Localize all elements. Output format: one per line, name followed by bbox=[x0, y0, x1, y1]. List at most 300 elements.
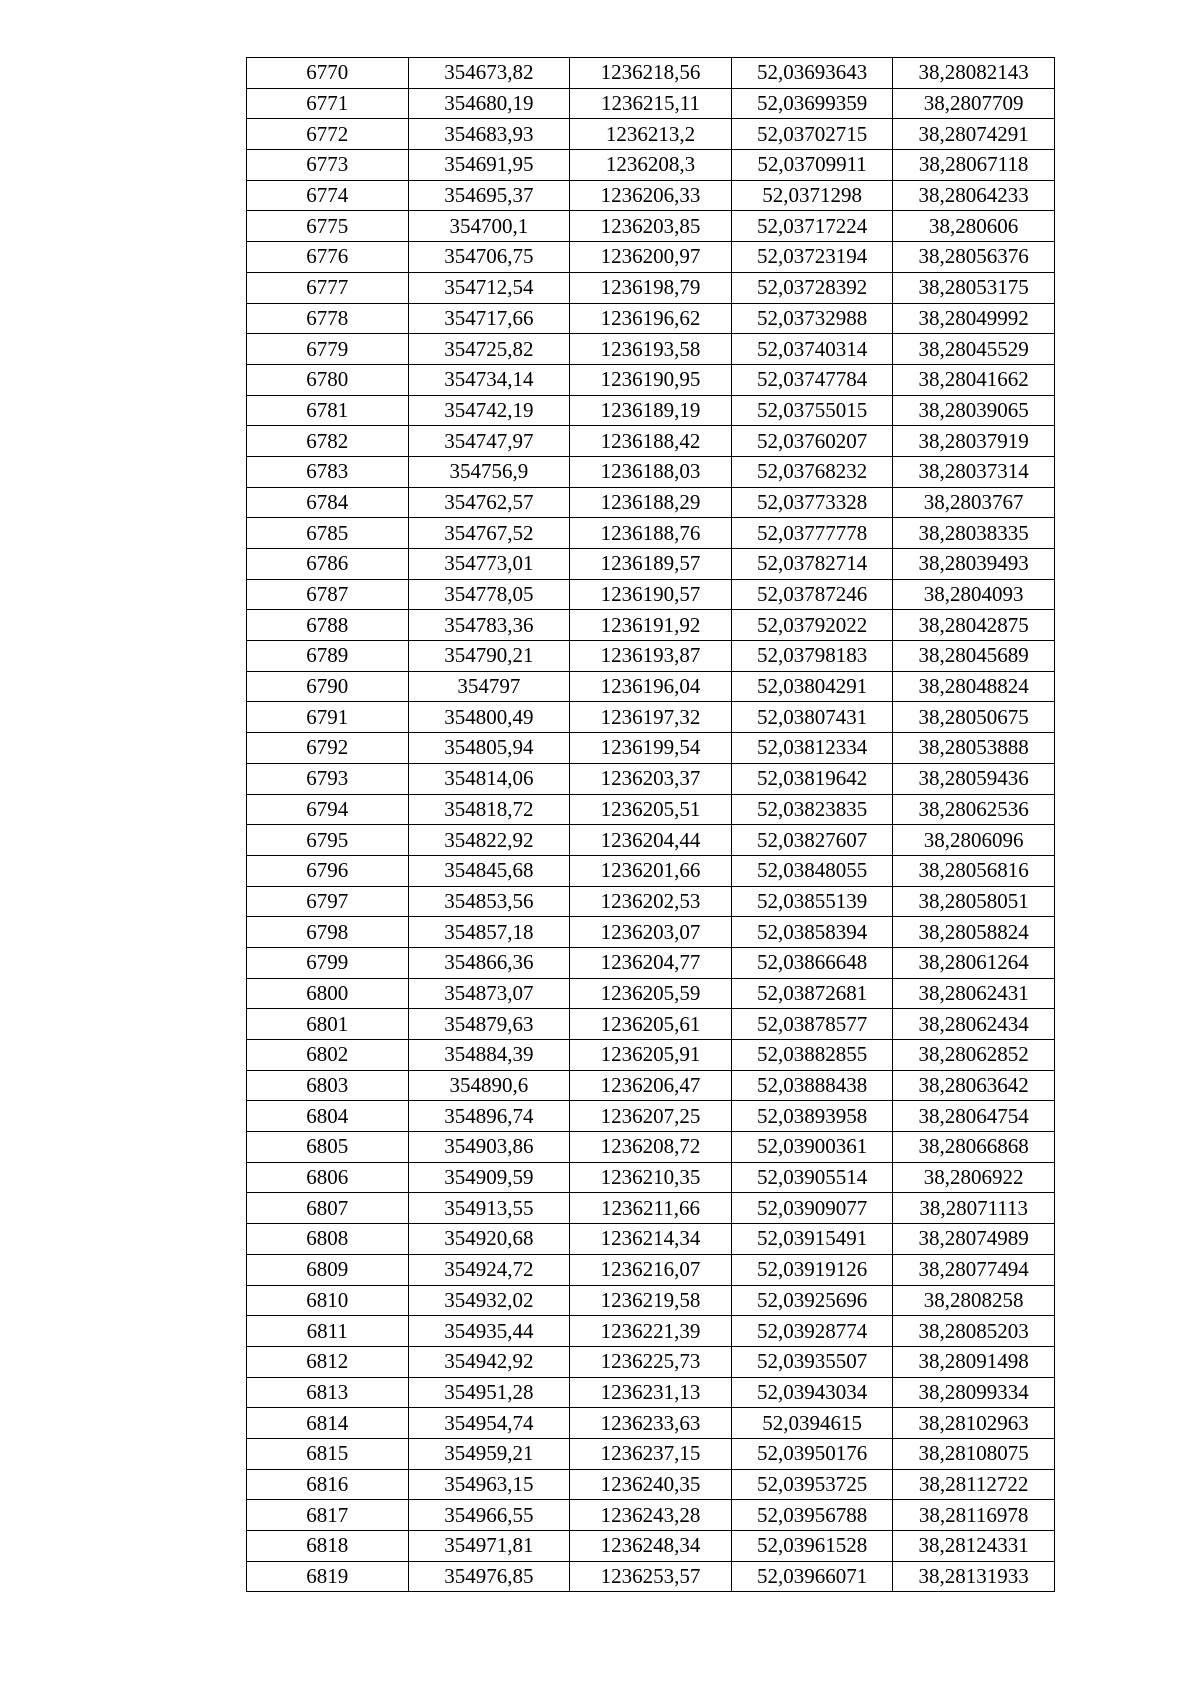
point-number-cell: 6803 bbox=[247, 1070, 409, 1101]
longitude-cell: 38,28099334 bbox=[893, 1377, 1055, 1408]
longitude-cell: 38,28037314 bbox=[893, 456, 1055, 487]
table-row bbox=[247, 334, 1055, 365]
table-row bbox=[247, 1040, 1055, 1071]
point-number-cell: 6802 bbox=[247, 1040, 409, 1071]
x-coordinate-cell: 354680,19 bbox=[408, 88, 570, 119]
latitude-cell: 52,03893958 bbox=[731, 1101, 893, 1132]
latitude-cell: 52,03702715 bbox=[731, 119, 893, 150]
longitude-cell: 38,28038335 bbox=[893, 518, 1055, 549]
table-row bbox=[247, 303, 1055, 334]
point-number-cell: 6793 bbox=[247, 763, 409, 794]
point-number-cell: 6783 bbox=[247, 456, 409, 487]
longitude-cell: 38,28124331 bbox=[893, 1531, 1055, 1562]
longitude-cell: 38,2806922 bbox=[893, 1162, 1055, 1193]
x-coordinate-cell: 354954,74 bbox=[408, 1408, 570, 1439]
longitude-cell: 38,28062431 bbox=[893, 978, 1055, 1009]
x-coordinate-cell: 354734,14 bbox=[408, 364, 570, 395]
point-number-cell: 6790 bbox=[247, 671, 409, 702]
table-row bbox=[247, 579, 1055, 610]
point-number-cell: 6770 bbox=[247, 58, 409, 89]
x-coordinate-cell: 354976,85 bbox=[408, 1561, 570, 1592]
y-coordinate-cell: 1236190,95 bbox=[570, 364, 732, 395]
x-coordinate-cell: 354853,56 bbox=[408, 886, 570, 917]
table-row bbox=[247, 1377, 1055, 1408]
y-coordinate-cell: 1236193,87 bbox=[570, 641, 732, 672]
y-coordinate-cell: 1236197,32 bbox=[570, 702, 732, 733]
point-number-cell: 6817 bbox=[247, 1500, 409, 1531]
x-coordinate-cell: 354691,95 bbox=[408, 150, 570, 181]
y-coordinate-cell: 1236202,53 bbox=[570, 886, 732, 917]
longitude-cell: 38,28045529 bbox=[893, 334, 1055, 365]
point-number-cell: 6806 bbox=[247, 1162, 409, 1193]
point-number-cell: 6798 bbox=[247, 917, 409, 948]
latitude-cell: 52,03760207 bbox=[731, 426, 893, 457]
longitude-cell: 38,28108075 bbox=[893, 1438, 1055, 1469]
x-coordinate-cell: 354783,36 bbox=[408, 610, 570, 641]
latitude-cell: 52,03807431 bbox=[731, 702, 893, 733]
x-coordinate-cell: 354959,21 bbox=[408, 1438, 570, 1469]
latitude-cell: 52,03882855 bbox=[731, 1040, 893, 1071]
latitude-cell: 52,03878577 bbox=[731, 1009, 893, 1040]
point-number-cell: 6788 bbox=[247, 610, 409, 641]
longitude-cell: 38,28053175 bbox=[893, 272, 1055, 303]
table-row bbox=[247, 671, 1055, 702]
point-number-cell: 6782 bbox=[247, 426, 409, 457]
y-coordinate-cell: 1236218,56 bbox=[570, 58, 732, 89]
y-coordinate-cell: 1236203,85 bbox=[570, 211, 732, 242]
longitude-cell: 38,2807709 bbox=[893, 88, 1055, 119]
latitude-cell: 52,03787246 bbox=[731, 579, 893, 610]
y-coordinate-cell: 1236206,33 bbox=[570, 180, 732, 211]
table-row bbox=[247, 58, 1055, 89]
y-coordinate-cell: 1236190,57 bbox=[570, 579, 732, 610]
longitude-cell: 38,28085203 bbox=[893, 1316, 1055, 1347]
point-number-cell: 6800 bbox=[247, 978, 409, 1009]
longitude-cell: 38,28102963 bbox=[893, 1408, 1055, 1439]
y-coordinate-cell: 1236206,47 bbox=[570, 1070, 732, 1101]
latitude-cell: 52,03755015 bbox=[731, 395, 893, 426]
y-coordinate-cell: 1236214,34 bbox=[570, 1224, 732, 1255]
longitude-cell: 38,28048824 bbox=[893, 671, 1055, 702]
longitude-cell: 38,28056816 bbox=[893, 855, 1055, 886]
longitude-cell: 38,28074989 bbox=[893, 1224, 1055, 1255]
x-coordinate-cell: 354822,92 bbox=[408, 825, 570, 856]
y-coordinate-cell: 1236231,13 bbox=[570, 1377, 732, 1408]
longitude-cell: 38,28063642 bbox=[893, 1070, 1055, 1101]
latitude-cell: 52,03866648 bbox=[731, 947, 893, 978]
x-coordinate-cell: 354805,94 bbox=[408, 733, 570, 764]
y-coordinate-cell: 1236210,35 bbox=[570, 1162, 732, 1193]
point-number-cell: 6795 bbox=[247, 825, 409, 856]
table-row bbox=[247, 487, 1055, 518]
latitude-cell: 52,03777778 bbox=[731, 518, 893, 549]
point-number-cell: 6812 bbox=[247, 1346, 409, 1377]
point-number-cell: 6801 bbox=[247, 1009, 409, 1040]
x-coordinate-cell: 354814,06 bbox=[408, 763, 570, 794]
longitude-cell: 38,28082143 bbox=[893, 58, 1055, 89]
x-coordinate-cell: 354778,05 bbox=[408, 579, 570, 610]
point-number-cell: 6772 bbox=[247, 119, 409, 150]
point-number-cell: 6786 bbox=[247, 549, 409, 580]
longitude-cell: 38,28062852 bbox=[893, 1040, 1055, 1071]
coordinates-table bbox=[246, 57, 1055, 1592]
x-coordinate-cell: 354756,9 bbox=[408, 456, 570, 487]
longitude-cell: 38,28112722 bbox=[893, 1469, 1055, 1500]
coordinates-table-body bbox=[247, 58, 1055, 1592]
table-row bbox=[247, 364, 1055, 395]
latitude-cell: 52,03925696 bbox=[731, 1285, 893, 1316]
y-coordinate-cell: 1236216,07 bbox=[570, 1254, 732, 1285]
point-number-cell: 6804 bbox=[247, 1101, 409, 1132]
latitude-cell: 52,03950176 bbox=[731, 1438, 893, 1469]
y-coordinate-cell: 1236205,91 bbox=[570, 1040, 732, 1071]
y-coordinate-cell: 1236233,63 bbox=[570, 1408, 732, 1439]
x-coordinate-cell: 354924,72 bbox=[408, 1254, 570, 1285]
table-row bbox=[247, 1132, 1055, 1163]
x-coordinate-cell: 354790,21 bbox=[408, 641, 570, 672]
x-coordinate-cell: 354742,19 bbox=[408, 395, 570, 426]
latitude-cell: 52,0394615 bbox=[731, 1408, 893, 1439]
x-coordinate-cell: 354873,07 bbox=[408, 978, 570, 1009]
latitude-cell: 52,03728392 bbox=[731, 272, 893, 303]
table-row bbox=[247, 1500, 1055, 1531]
y-coordinate-cell: 1236253,57 bbox=[570, 1561, 732, 1592]
point-number-cell: 6792 bbox=[247, 733, 409, 764]
point-number-cell: 6810 bbox=[247, 1285, 409, 1316]
longitude-cell: 38,28061264 bbox=[893, 947, 1055, 978]
latitude-cell: 52,0371298 bbox=[731, 180, 893, 211]
point-number-cell: 6775 bbox=[247, 211, 409, 242]
x-coordinate-cell: 354712,54 bbox=[408, 272, 570, 303]
x-coordinate-cell: 354879,63 bbox=[408, 1009, 570, 1040]
x-coordinate-cell: 354762,57 bbox=[408, 487, 570, 518]
latitude-cell: 52,03812334 bbox=[731, 733, 893, 764]
point-number-cell: 6811 bbox=[247, 1316, 409, 1347]
y-coordinate-cell: 1236204,44 bbox=[570, 825, 732, 856]
table-row bbox=[247, 88, 1055, 119]
longitude-cell: 38,2803767 bbox=[893, 487, 1055, 518]
y-coordinate-cell: 1236205,51 bbox=[570, 794, 732, 825]
point-number-cell: 6774 bbox=[247, 180, 409, 211]
x-coordinate-cell: 354966,55 bbox=[408, 1500, 570, 1531]
table-row bbox=[247, 1285, 1055, 1316]
y-coordinate-cell: 1236204,77 bbox=[570, 947, 732, 978]
y-coordinate-cell: 1236200,97 bbox=[570, 242, 732, 273]
latitude-cell: 52,03888438 bbox=[731, 1070, 893, 1101]
latitude-cell: 52,03747784 bbox=[731, 364, 893, 395]
x-coordinate-cell: 354932,02 bbox=[408, 1285, 570, 1316]
x-coordinate-cell: 354942,92 bbox=[408, 1346, 570, 1377]
y-coordinate-cell: 1236196,04 bbox=[570, 671, 732, 702]
table-row bbox=[247, 947, 1055, 978]
table-row bbox=[247, 242, 1055, 273]
y-coordinate-cell: 1236188,42 bbox=[570, 426, 732, 457]
y-coordinate-cell: 1236211,66 bbox=[570, 1193, 732, 1224]
longitude-cell: 38,28062536 bbox=[893, 794, 1055, 825]
latitude-cell: 52,03900361 bbox=[731, 1132, 893, 1163]
x-coordinate-cell: 354797 bbox=[408, 671, 570, 702]
longitude-cell: 38,28042875 bbox=[893, 610, 1055, 641]
table-row bbox=[247, 119, 1055, 150]
latitude-cell: 52,03956788 bbox=[731, 1500, 893, 1531]
point-number-cell: 6778 bbox=[247, 303, 409, 334]
x-coordinate-cell: 354845,68 bbox=[408, 855, 570, 886]
latitude-cell: 52,03909077 bbox=[731, 1193, 893, 1224]
x-coordinate-cell: 354767,52 bbox=[408, 518, 570, 549]
latitude-cell: 52,03855139 bbox=[731, 886, 893, 917]
y-coordinate-cell: 1236201,66 bbox=[570, 855, 732, 886]
point-number-cell: 6794 bbox=[247, 794, 409, 825]
longitude-cell: 38,28039493 bbox=[893, 549, 1055, 580]
x-coordinate-cell: 354706,75 bbox=[408, 242, 570, 273]
longitude-cell: 38,28071113 bbox=[893, 1193, 1055, 1224]
table-row bbox=[247, 1316, 1055, 1347]
y-coordinate-cell: 1236189,19 bbox=[570, 395, 732, 426]
x-coordinate-cell: 354857,18 bbox=[408, 917, 570, 948]
x-coordinate-cell: 354896,74 bbox=[408, 1101, 570, 1132]
latitude-cell: 52,03823835 bbox=[731, 794, 893, 825]
y-coordinate-cell: 1236243,28 bbox=[570, 1500, 732, 1531]
table-row bbox=[247, 180, 1055, 211]
longitude-cell: 38,28050675 bbox=[893, 702, 1055, 733]
longitude-cell: 38,28045689 bbox=[893, 641, 1055, 672]
latitude-cell: 52,03919126 bbox=[731, 1254, 893, 1285]
y-coordinate-cell: 1236221,39 bbox=[570, 1316, 732, 1347]
latitude-cell: 52,03943034 bbox=[731, 1377, 893, 1408]
point-number-cell: 6813 bbox=[247, 1377, 409, 1408]
latitude-cell: 52,03961528 bbox=[731, 1531, 893, 1562]
longitude-cell: 38,2806096 bbox=[893, 825, 1055, 856]
y-coordinate-cell: 1236225,73 bbox=[570, 1346, 732, 1377]
longitude-cell: 38,28059436 bbox=[893, 763, 1055, 794]
point-number-cell: 6797 bbox=[247, 886, 409, 917]
point-number-cell: 6796 bbox=[247, 855, 409, 886]
latitude-cell: 52,03953725 bbox=[731, 1469, 893, 1500]
table-row bbox=[247, 702, 1055, 733]
table-row bbox=[247, 1224, 1055, 1255]
longitude-cell: 38,28064233 bbox=[893, 180, 1055, 211]
latitude-cell: 52,03699359 bbox=[731, 88, 893, 119]
y-coordinate-cell: 1236208,72 bbox=[570, 1132, 732, 1163]
table-row bbox=[247, 1162, 1055, 1193]
point-number-cell: 6791 bbox=[247, 702, 409, 733]
table-row bbox=[247, 641, 1055, 672]
table-row bbox=[247, 549, 1055, 580]
point-number-cell: 6805 bbox=[247, 1132, 409, 1163]
y-coordinate-cell: 1236205,59 bbox=[570, 978, 732, 1009]
latitude-cell: 52,03848055 bbox=[731, 855, 893, 886]
table-row bbox=[247, 456, 1055, 487]
y-coordinate-cell: 1236188,29 bbox=[570, 487, 732, 518]
x-coordinate-cell: 354884,39 bbox=[408, 1040, 570, 1071]
point-number-cell: 6815 bbox=[247, 1438, 409, 1469]
y-coordinate-cell: 1236208,3 bbox=[570, 150, 732, 181]
longitude-cell: 38,28056376 bbox=[893, 242, 1055, 273]
latitude-cell: 52,03792022 bbox=[731, 610, 893, 641]
x-coordinate-cell: 354747,97 bbox=[408, 426, 570, 457]
latitude-cell: 52,03732988 bbox=[731, 303, 893, 334]
x-coordinate-cell: 354773,01 bbox=[408, 549, 570, 580]
longitude-cell: 38,28053888 bbox=[893, 733, 1055, 764]
latitude-cell: 52,03966071 bbox=[731, 1561, 893, 1592]
table-row bbox=[247, 1408, 1055, 1439]
longitude-cell: 38,2808258 bbox=[893, 1285, 1055, 1316]
x-coordinate-cell: 354951,28 bbox=[408, 1377, 570, 1408]
table-row bbox=[247, 1070, 1055, 1101]
table-row bbox=[247, 426, 1055, 457]
latitude-cell: 52,03723194 bbox=[731, 242, 893, 273]
latitude-cell: 52,03773328 bbox=[731, 487, 893, 518]
x-coordinate-cell: 354673,82 bbox=[408, 58, 570, 89]
latitude-cell: 52,03709911 bbox=[731, 150, 893, 181]
point-number-cell: 6779 bbox=[247, 334, 409, 365]
latitude-cell: 52,03872681 bbox=[731, 978, 893, 1009]
y-coordinate-cell: 1236215,11 bbox=[570, 88, 732, 119]
latitude-cell: 52,03915491 bbox=[731, 1224, 893, 1255]
x-coordinate-cell: 354890,6 bbox=[408, 1070, 570, 1101]
table-row bbox=[247, 395, 1055, 426]
y-coordinate-cell: 1236199,54 bbox=[570, 733, 732, 764]
y-coordinate-cell: 1236237,15 bbox=[570, 1438, 732, 1469]
latitude-cell: 52,03693643 bbox=[731, 58, 893, 89]
table-row bbox=[247, 1254, 1055, 1285]
table-row bbox=[247, 1346, 1055, 1377]
longitude-cell: 38,28041662 bbox=[893, 364, 1055, 395]
longitude-cell: 38,2804093 bbox=[893, 579, 1055, 610]
table-row bbox=[247, 825, 1055, 856]
point-number-cell: 6773 bbox=[247, 150, 409, 181]
y-coordinate-cell: 1236213,2 bbox=[570, 119, 732, 150]
x-coordinate-cell: 354920,68 bbox=[408, 1224, 570, 1255]
latitude-cell: 52,03717224 bbox=[731, 211, 893, 242]
table-row bbox=[247, 1469, 1055, 1500]
longitude-cell: 38,28064754 bbox=[893, 1101, 1055, 1132]
y-coordinate-cell: 1236196,62 bbox=[570, 303, 732, 334]
y-coordinate-cell: 1236248,34 bbox=[570, 1531, 732, 1562]
point-number-cell: 6780 bbox=[247, 364, 409, 395]
latitude-cell: 52,03798183 bbox=[731, 641, 893, 672]
point-number-cell: 6816 bbox=[247, 1469, 409, 1500]
latitude-cell: 52,03928774 bbox=[731, 1316, 893, 1347]
table-row bbox=[247, 211, 1055, 242]
longitude-cell: 38,28039065 bbox=[893, 395, 1055, 426]
point-number-cell: 6809 bbox=[247, 1254, 409, 1285]
latitude-cell: 52,03804291 bbox=[731, 671, 893, 702]
x-coordinate-cell: 354695,37 bbox=[408, 180, 570, 211]
longitude-cell: 38,28062434 bbox=[893, 1009, 1055, 1040]
table-row bbox=[247, 763, 1055, 794]
point-number-cell: 6819 bbox=[247, 1561, 409, 1592]
x-coordinate-cell: 354913,55 bbox=[408, 1193, 570, 1224]
x-coordinate-cell: 354683,93 bbox=[408, 119, 570, 150]
table-row bbox=[247, 794, 1055, 825]
x-coordinate-cell: 354700,1 bbox=[408, 211, 570, 242]
longitude-cell: 38,28058051 bbox=[893, 886, 1055, 917]
x-coordinate-cell: 354800,49 bbox=[408, 702, 570, 733]
latitude-cell: 52,03827607 bbox=[731, 825, 893, 856]
y-coordinate-cell: 1236203,07 bbox=[570, 917, 732, 948]
x-coordinate-cell: 354717,66 bbox=[408, 303, 570, 334]
table-row bbox=[247, 150, 1055, 181]
table-row bbox=[247, 1438, 1055, 1469]
latitude-cell: 52,03819642 bbox=[731, 763, 893, 794]
table-row bbox=[247, 855, 1055, 886]
longitude-cell: 38,28067118 bbox=[893, 150, 1055, 181]
y-coordinate-cell: 1236207,25 bbox=[570, 1101, 732, 1132]
table-row bbox=[247, 917, 1055, 948]
point-number-cell: 6776 bbox=[247, 242, 409, 273]
table-row bbox=[247, 978, 1055, 1009]
table-row bbox=[247, 1531, 1055, 1562]
longitude-cell: 38,28049992 bbox=[893, 303, 1055, 334]
x-coordinate-cell: 354903,86 bbox=[408, 1132, 570, 1163]
x-coordinate-cell: 354818,72 bbox=[408, 794, 570, 825]
y-coordinate-cell: 1236193,58 bbox=[570, 334, 732, 365]
longitude-cell: 38,28116978 bbox=[893, 1500, 1055, 1531]
longitude-cell: 38,28091498 bbox=[893, 1346, 1055, 1377]
latitude-cell: 52,03768232 bbox=[731, 456, 893, 487]
point-number-cell: 6808 bbox=[247, 1224, 409, 1255]
x-coordinate-cell: 354963,15 bbox=[408, 1469, 570, 1500]
point-number-cell: 6771 bbox=[247, 88, 409, 119]
point-number-cell: 6807 bbox=[247, 1193, 409, 1224]
point-number-cell: 6777 bbox=[247, 272, 409, 303]
x-coordinate-cell: 354935,44 bbox=[408, 1316, 570, 1347]
point-number-cell: 6785 bbox=[247, 518, 409, 549]
table-row bbox=[247, 1009, 1055, 1040]
longitude-cell: 38,28131933 bbox=[893, 1561, 1055, 1592]
longitude-cell: 38,28066868 bbox=[893, 1132, 1055, 1163]
y-coordinate-cell: 1236188,76 bbox=[570, 518, 732, 549]
latitude-cell: 52,03740314 bbox=[731, 334, 893, 365]
point-number-cell: 6789 bbox=[247, 641, 409, 672]
latitude-cell: 52,03905514 bbox=[731, 1162, 893, 1193]
table-row bbox=[247, 1561, 1055, 1592]
point-number-cell: 6818 bbox=[247, 1531, 409, 1562]
point-number-cell: 6799 bbox=[247, 947, 409, 978]
y-coordinate-cell: 1236191,92 bbox=[570, 610, 732, 641]
longitude-cell: 38,28077494 bbox=[893, 1254, 1055, 1285]
latitude-cell: 52,03782714 bbox=[731, 549, 893, 580]
longitude-cell: 38,280606 bbox=[893, 211, 1055, 242]
longitude-cell: 38,28074291 bbox=[893, 119, 1055, 150]
table-row bbox=[247, 518, 1055, 549]
table-row bbox=[247, 1101, 1055, 1132]
x-coordinate-cell: 354909,59 bbox=[408, 1162, 570, 1193]
table-row bbox=[247, 733, 1055, 764]
table-row bbox=[247, 886, 1055, 917]
y-coordinate-cell: 1236188,03 bbox=[570, 456, 732, 487]
y-coordinate-cell: 1236203,37 bbox=[570, 763, 732, 794]
point-number-cell: 6781 bbox=[247, 395, 409, 426]
latitude-cell: 52,03935507 bbox=[731, 1346, 893, 1377]
point-number-cell: 6784 bbox=[247, 487, 409, 518]
longitude-cell: 38,28058824 bbox=[893, 917, 1055, 948]
table-row bbox=[247, 610, 1055, 641]
y-coordinate-cell: 1236205,61 bbox=[570, 1009, 732, 1040]
x-coordinate-cell: 354866,36 bbox=[408, 947, 570, 978]
y-coordinate-cell: 1236189,57 bbox=[570, 549, 732, 580]
table-row bbox=[247, 1193, 1055, 1224]
latitude-cell: 52,03858394 bbox=[731, 917, 893, 948]
longitude-cell: 38,28037919 bbox=[893, 426, 1055, 457]
y-coordinate-cell: 1236219,58 bbox=[570, 1285, 732, 1316]
point-number-cell: 6814 bbox=[247, 1408, 409, 1439]
y-coordinate-cell: 1236240,35 bbox=[570, 1469, 732, 1500]
table-row bbox=[247, 272, 1055, 303]
x-coordinate-cell: 354725,82 bbox=[408, 334, 570, 365]
y-coordinate-cell: 1236198,79 bbox=[570, 272, 732, 303]
